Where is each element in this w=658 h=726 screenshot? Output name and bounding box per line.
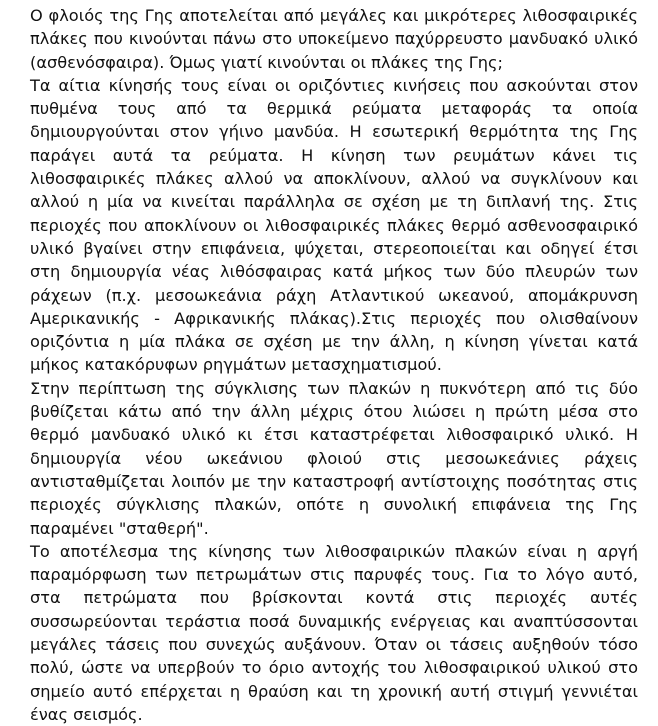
paragraph-earthquake-origin: Το αποτέλεσμα της κίνησης των λιθοσφαιρικών πλακών είναι η αργή παραμόρφωση των πετρωμάτων στις παρυφές τους. Για το λόγο αυτό, στα πετρώματα που βρίσκονται κοντά στις περιοχές αυτές συσσωρεύονται τεράστια ποσά δυναμικής ενέργειας και αναπτύσσονται μεγάλες τάσεις που συνεχώς αυξάνουν. Όταν οι τάσεις αυξηθούν τόσο πολύ, ώστε να υπερβούν το όριο αντοχής του λιθοσφαιρικού υλικού στο σημείο αυτό επέρχεται η θραύση και τη χρονική αυτή στιγμή γεννιέται ένας σεισμός. bbox=[30, 541, 638, 724]
paragraph-plate-convergence: Στην περίπτωση της σύγκλισης των πλακών η πυκνότερη από τις δύο βυθίζεται κάτω από την άλλη μέχρις ότου λιώσει η πρώτη μέσα στο θερμό μανδυακό υλικό κι έτσι καταστρέφεται λιθοσφαιρικό υλικό. Η δημιουργία νέου ωκεάνιου φλοιού στις μεσοωκεάνιες ράχεις αντισταθμίζεται λοιπόν με την καταστροφή αντίστοιχης ποσότητας στις περιοχές σύγκλισης πλακών, οπότε η συνολική επιφάνεια της Γης παραμένει "σταθερή". bbox=[30, 378, 638, 538]
paragraph-plate-composition: Ο φλοιός της Γης αποτελείται από μεγάλες και μικρότερες λιθοσφαιρικές πλάκες που κινούνται πάνω στο υποκείμενο παχύρρευστο μανδυακό υλικό (ασθενόσφαιρα). Όμως γιατί κινούνται οι πλάκες της Γης; bbox=[30, 6, 638, 72]
paragraph-plate-motion-causes: Τα αίτια κίνησής τους είναι οι οριζόντιες κινήσεις που ασκούνται στον πυθμένα τους από τα θερμικά ρεύματα μεταφοράς τα οποία δημιουργούνται στον γήινο μανδύα. Η εσωτερική θερμότητα της Γης παράγει αυτά τα ρεύματα. Η κίνηση των ρευμάτων κάνει τις λιθοσφαιρικές πλάκες αλλού να αποκλίνουν, αλλού να συγκλίνουν και αλλού η μία να κινείται παράλληλα σε σχέση με τη διπλανή της. Στις περιοχές που αποκλίνουν οι λιθοσφαιρικές πλάκες θερμό ασθενοσφαιρικό υλικό βγαίνει στην επιφάνεια, ψύχεται, στερεοποιείται και οδηγεί έτσι στη δημιουργία νέας λιθόσφαιρας κατά μήκος των δύο πλευρών των ράχεων (π.χ. μεσοωκεάνια ράχη Ατλαντικού ωκεανού, απομάκρυνση Αμερικανικής - Αφρικανικής πλάκας).Στις περιοχές που ολισθαίνουν οριζόντια η μία πλάκα σε σχέση με την άλλη, η κίνηση γίνεται κατά μήκος κατακόρυφων ρηγμάτων μετασχηματισμού. bbox=[30, 75, 638, 375]
